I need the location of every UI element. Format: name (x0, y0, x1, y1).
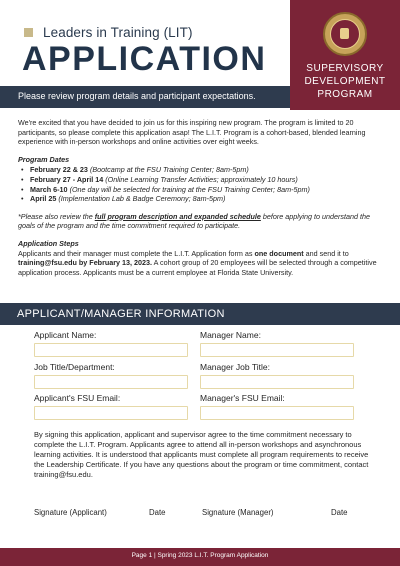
applicant-email-field[interactable] (34, 406, 188, 420)
section-title: APPLICANT/MANAGER INFORMATION (17, 308, 225, 320)
gold-square-icon (24, 28, 33, 37)
page-header (0, 0, 400, 110)
program-tag (24, 25, 193, 40)
program-dates-list (18, 165, 383, 203)
manager-date-label: Date (331, 508, 348, 517)
fsu-seal-icon (323, 12, 367, 56)
applicant-email-label: Applicant's FSU Email: (34, 393, 121, 403)
manager-email-field[interactable] (200, 406, 354, 420)
applicant-info-header (0, 303, 400, 325)
program-dates-heading: Program Dates (18, 154, 70, 164)
manager-email-label: Manager's FSU Email: (200, 393, 285, 403)
application-steps-text: Applicants and their manager must complete the L.I.T. Application form as one document and send it to training@fsu.edu by February 13, 2023. A cohort group of 20 employees will be selected through a competitive application process. Applicants must be a current employee at Florida State University. (18, 248, 377, 277)
application-steps-heading: Application Steps (18, 238, 79, 248)
applicant-name-field[interactable] (34, 343, 188, 357)
agreement-text: By signing this application, applicant and supervisor agree to the time commitment necessary to complete the L.I.T. Program. Applicants agree to attend all in-person workshops and asynchronous learning activities. It is understood that applicants must complete all program requirements to receive the Leadership Certificate. If you have any questions about the program or time commitment, contact training@fsu.edu. (34, 430, 369, 479)
review-note: *Please also review the full program description and expanded schedule before applying to understand the goals of the program and the time commitment required to participate. (18, 211, 370, 231)
page-title: APPLICATION (22, 40, 267, 78)
list-item: • April 25 (Implementation Lab & Badge Ceremony; 8am-5pm) (18, 194, 383, 204)
list-item: • February 27 - April 14 (Online Learning Transfer Activities; approximately 10 hours) (18, 175, 383, 185)
applicant-date-label: Date (149, 508, 166, 517)
applicant-signature-label: Signature (Applicant) (34, 508, 107, 517)
intro-paragraph: We're excited that you have decided to join us for this inspiring new program. The program is limited to 20 participants, so please complete this application asap! The L.I.T. Program is a cohort-based, blended learning experience with in-person workshops and online activities over eight weeks. (18, 118, 366, 147)
manager-name-field[interactable] (200, 343, 354, 357)
program-details (18, 118, 383, 285)
program-description-link[interactable]: full program description and expanded schedule (94, 211, 261, 221)
department-panel (290, 0, 400, 110)
job-title-field[interactable] (34, 375, 188, 389)
review-text: Please review program details and participant expectations. (18, 91, 256, 101)
applicant-name-label: Applicant Name: (34, 330, 97, 340)
footer-text: Page 1 | Spring 2023 L.I.T. Program Application (131, 552, 269, 559)
page-footer (0, 548, 400, 566)
department-name: SUPERVISORY DEVELOPMENT PROGRAM (304, 63, 386, 100)
manager-job-title-label: Manager Job Title: (200, 362, 270, 372)
list-item: • March 6-10 (One day will be selected for training at the FSU Training Center; 8am-5pm) (18, 185, 383, 195)
list-item: • February 22 & 23 (Bootcamp at the FSU Training Center; 8am-5pm) (18, 165, 383, 175)
manager-name-label: Manager Name: (200, 330, 261, 340)
review-banner (0, 86, 290, 108)
manager-signature-label: Signature (Manager) (202, 508, 274, 517)
job-title-label: Job Title/Department: (34, 362, 115, 372)
manager-job-title-field[interactable] (200, 375, 354, 389)
program-tag-text: Leaders in Training (LIT) (43, 25, 193, 40)
